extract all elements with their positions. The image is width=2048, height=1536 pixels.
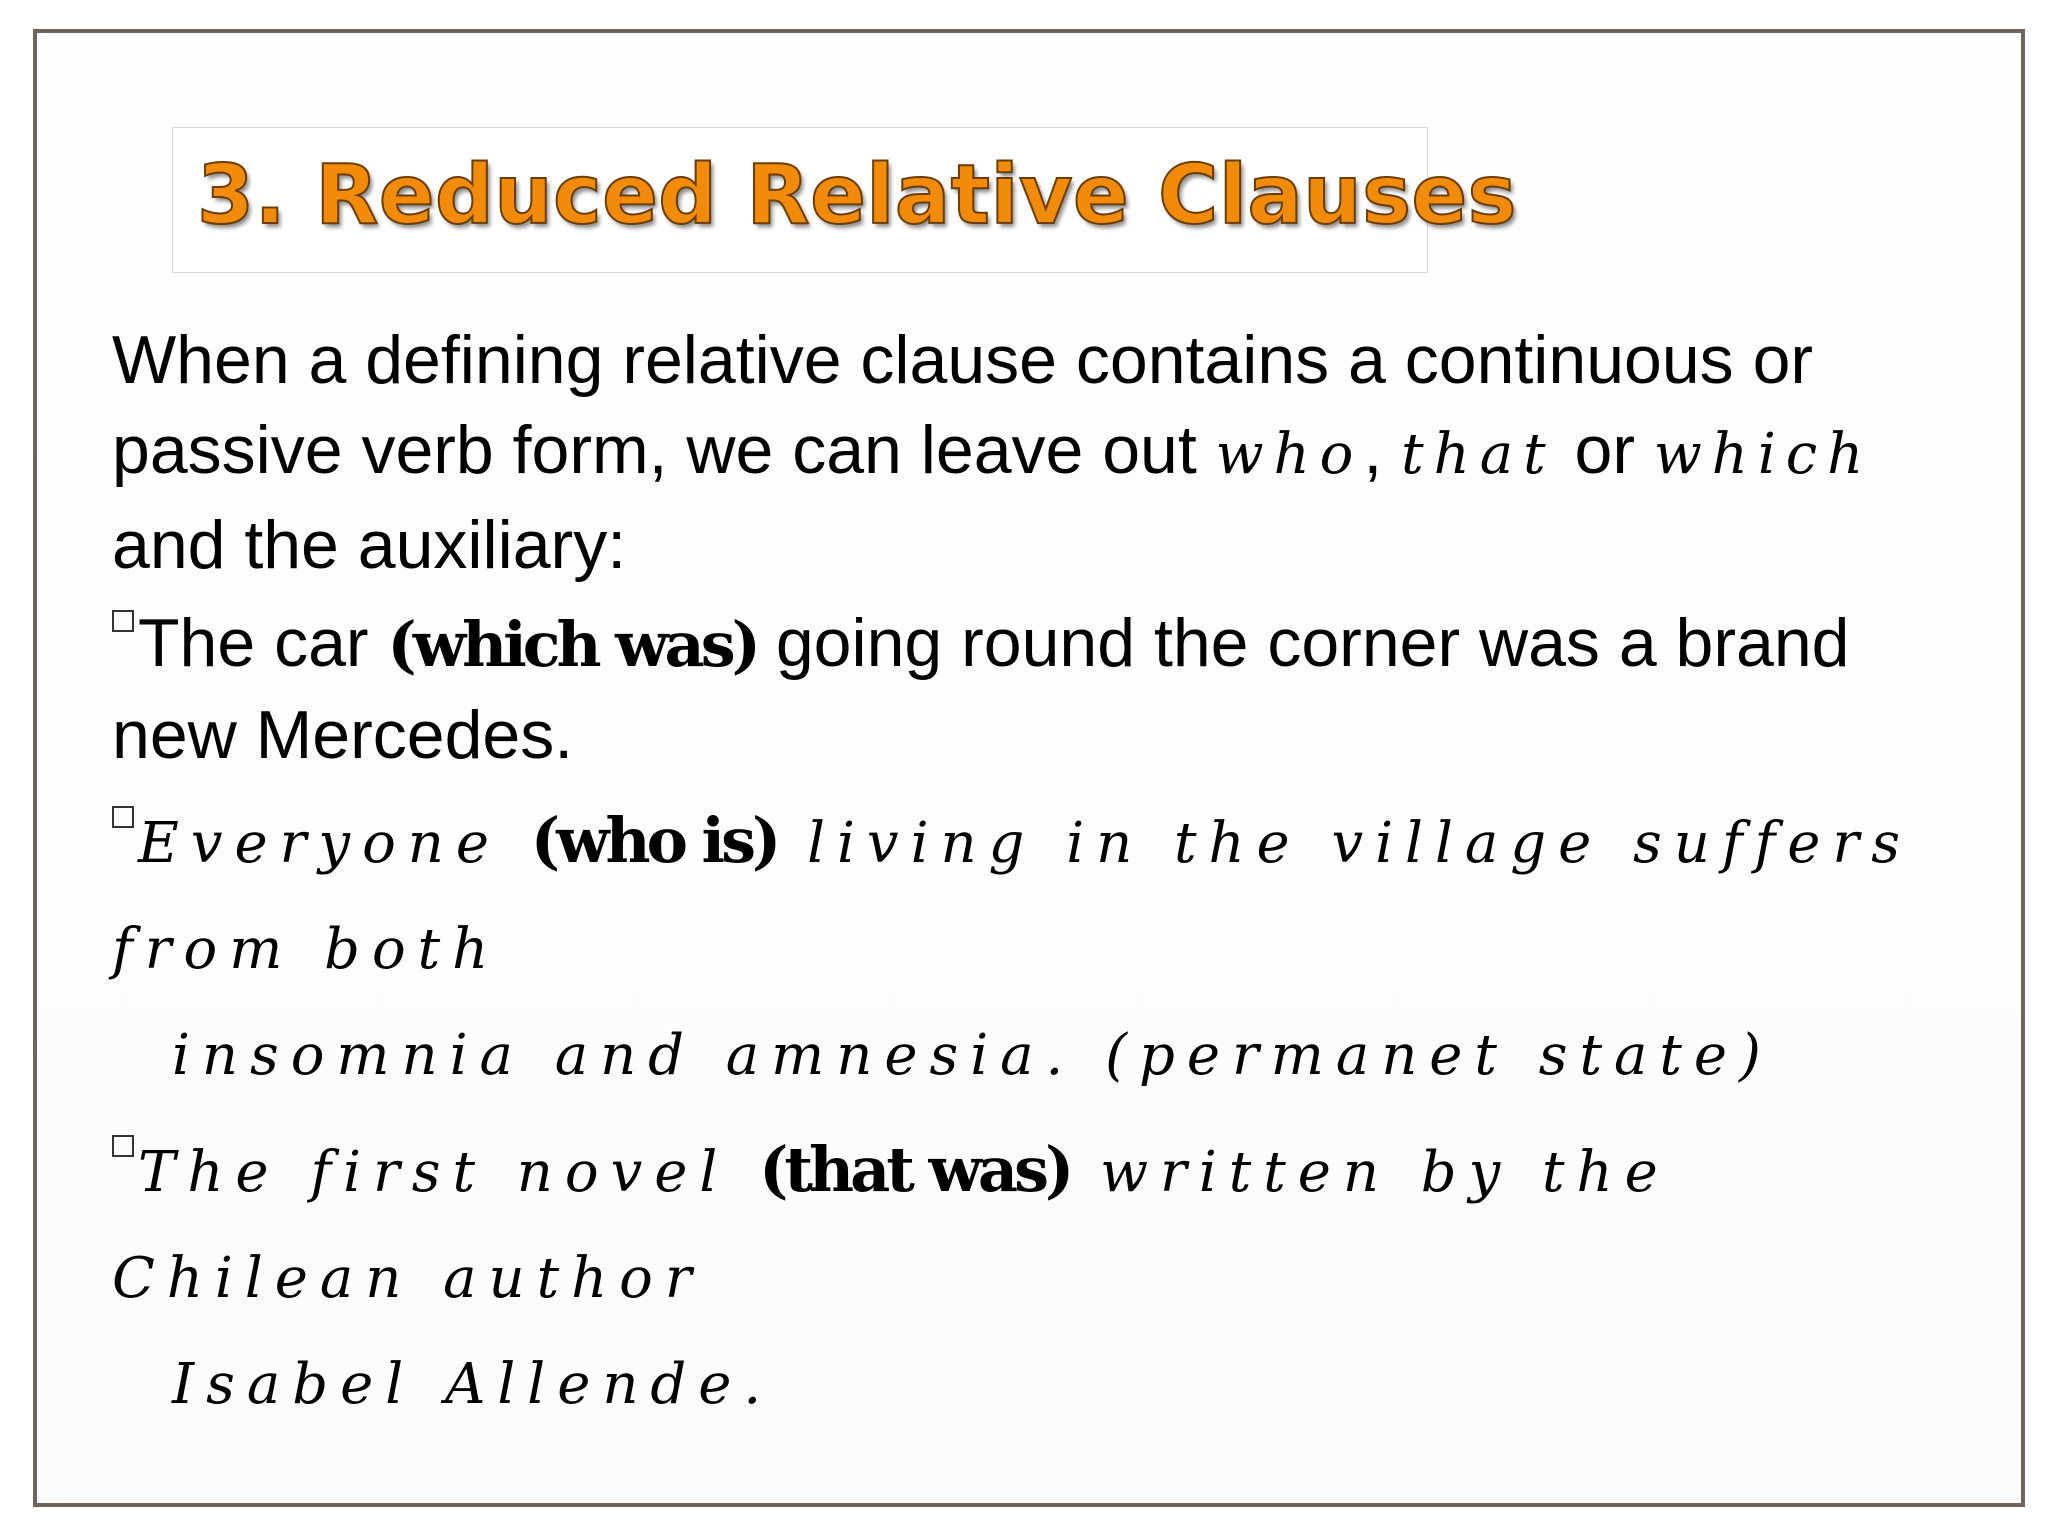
word-who: who <box>1215 422 1364 487</box>
word-that: that <box>1401 422 1556 487</box>
bullet-1-pre: The car <box>138 605 388 681</box>
square-bullet-icon <box>112 610 134 632</box>
square-bullet-icon <box>112 806 134 828</box>
bullet-2-pre: Everyone <box>138 811 531 876</box>
slide-body <box>112 315 1992 1446</box>
square-bullet-icon <box>112 1135 134 1157</box>
intro-paragraph <box>112 315 1992 590</box>
bullet-1-post: going round the corner was a brand new Mercedes. <box>112 605 1850 773</box>
intro-or: or <box>1555 412 1654 488</box>
bullet-item-1 <box>112 598 1992 780</box>
slide-title: 3. Reduced Relative Clauses <box>197 148 1517 243</box>
bullet-2-line-2: insomnia and amnesia. (permanet state) <box>172 1023 1773 1088</box>
intro-text-end: and the auxiliary: <box>112 507 627 583</box>
word-which: which <box>1653 422 1874 487</box>
title-box <box>172 127 1517 273</box>
bullet-2-post: living in the village suffers from both <box>112 811 1912 982</box>
intro-text: When a defining relative clause contains a continuous or passive verb form, we can leave out <box>112 322 1814 488</box>
slide <box>33 29 2025 1507</box>
bullet-1-removed: (which was) <box>387 608 757 681</box>
bullet-2-removed: (who is) <box>530 804 778 877</box>
bullet-3-line-2: Isabel Allende. <box>172 1352 774 1417</box>
bullet-item-3 <box>112 1117 1992 1438</box>
bullet-item-2 <box>112 788 1992 1109</box>
intro-comma: , <box>1363 412 1402 488</box>
bullet-3-pre: The first novel <box>138 1140 760 1205</box>
bullet-3-removed: (that was) <box>759 1133 1071 1206</box>
bullet-3-post: written by the Chilean author <box>112 1140 1670 1311</box>
